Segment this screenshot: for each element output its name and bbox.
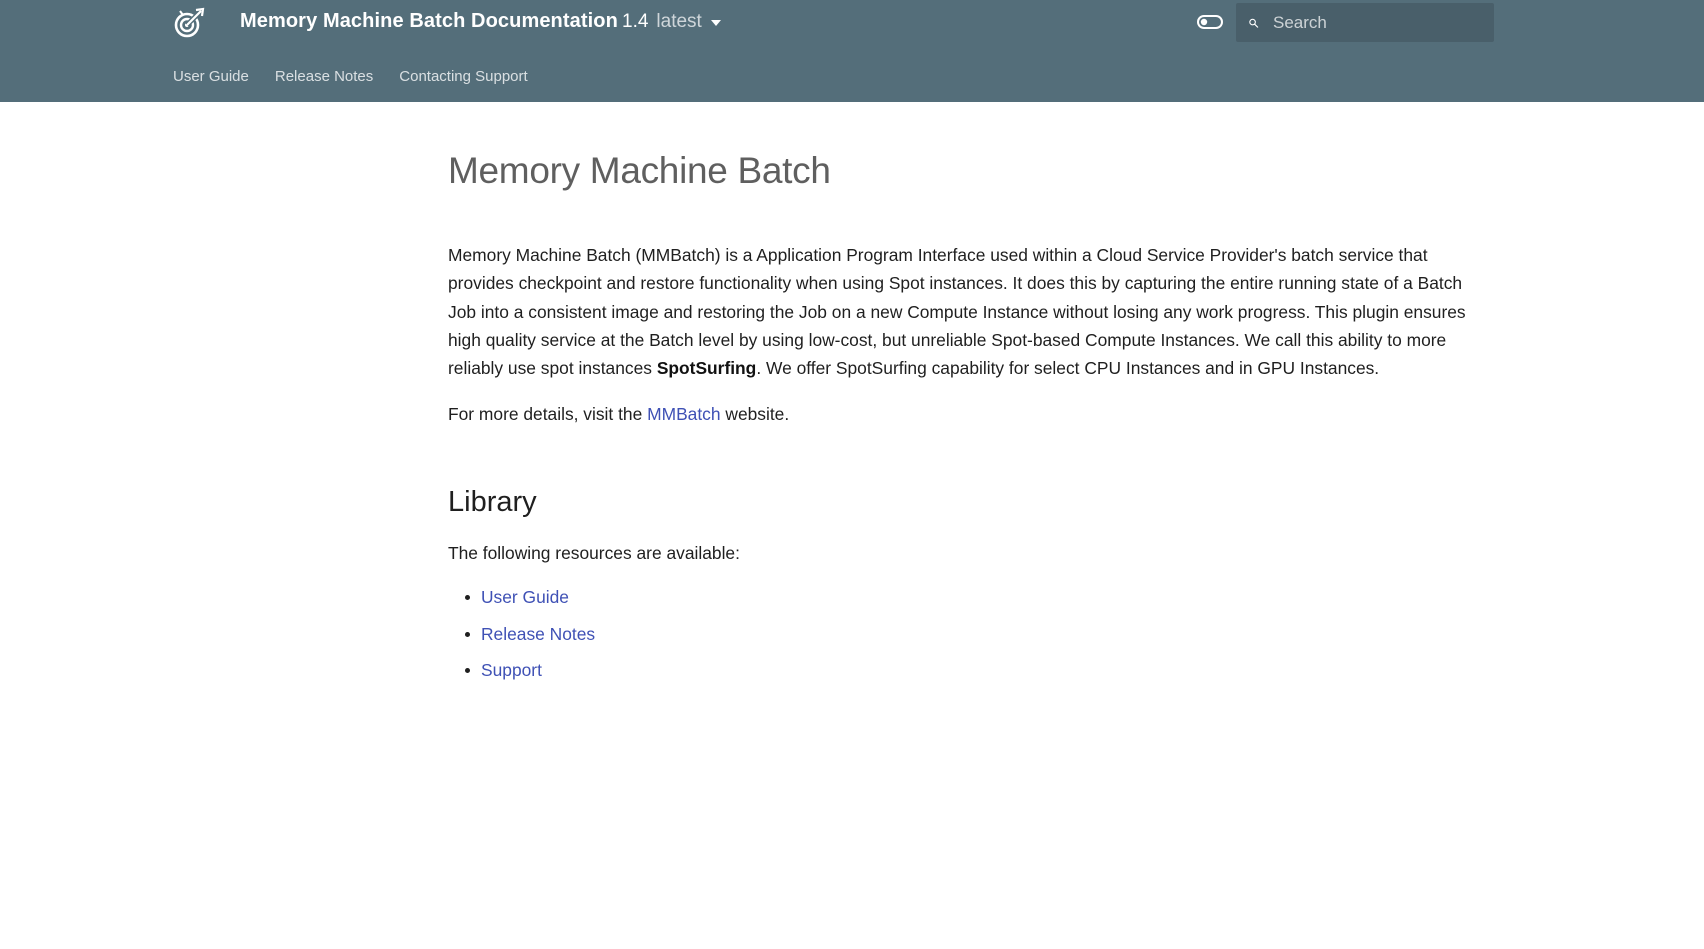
library-heading: Library: [448, 486, 537, 519]
chevron-down-icon: [711, 20, 721, 26]
page-title: Memory Machine Batch: [448, 150, 831, 191]
version-number: 1.4: [622, 11, 649, 32]
main-content: [448, 150, 1488, 693]
search-input[interactable]: [1273, 13, 1494, 33]
spotsurfing-term: SpotSurfing: [656, 358, 757, 379]
description-text: Memory Machine Batch (MMBatch) is a Application Program Interface used within a Cloud Service Provider's batch service that provides checkpoint and restore functionality when using Spot instances. It does this by capturing the entire running state of a Batch Job into a consistent image and restoring the Job on a new Compute Instance without losing any work progress. This plugin ensures high quality service at the Batch level by using low-cost, but unreliable Spot-based Compute Instances. We call this ability to more reliably use spot instances: [448, 245, 1466, 379]
site-title[interactable]: Memory Machine Batch Documentation: [240, 10, 618, 32]
version-alias: latest: [656, 11, 702, 32]
description-paragraph: [448, 241, 1488, 382]
release-notes-link[interactable]: Release Notes: [481, 623, 596, 644]
search-icon: [1248, 11, 1259, 35]
support-link[interactable]: Support: [481, 660, 542, 681]
memverge-logo-icon[interactable]: [172, 6, 206, 40]
list-item: [465, 620, 1488, 648]
resource-list: [465, 583, 1488, 684]
site-header: [0, 0, 1704, 102]
list-item: [465, 583, 1488, 611]
tab-contacting-support[interactable]: Contacting Support: [399, 68, 528, 85]
search-box[interactable]: [1236, 3, 1494, 42]
description-text-end: . We offer SpotSurfing capability for select CPU Instances and in GPU Instances.: [756, 358, 1380, 379]
theme-toggle-icon[interactable]: [1196, 12, 1224, 32]
details-paragraph: [448, 400, 1488, 428]
user-guide-link[interactable]: User Guide: [481, 587, 569, 608]
mmbatch-website-link[interactable]: MMBatch: [647, 404, 721, 425]
version-selector[interactable]: [622, 11, 721, 33]
list-item: [465, 656, 1488, 684]
tab-user-guide[interactable]: User Guide: [173, 68, 249, 85]
header-tabs: [173, 68, 554, 85]
details-prefix: For more details, visit the: [448, 404, 648, 425]
tab-release-notes[interactable]: Release Notes: [274, 68, 374, 85]
details-suffix: website.: [720, 404, 790, 425]
library-intro: The following resources are available:: [448, 543, 740, 564]
